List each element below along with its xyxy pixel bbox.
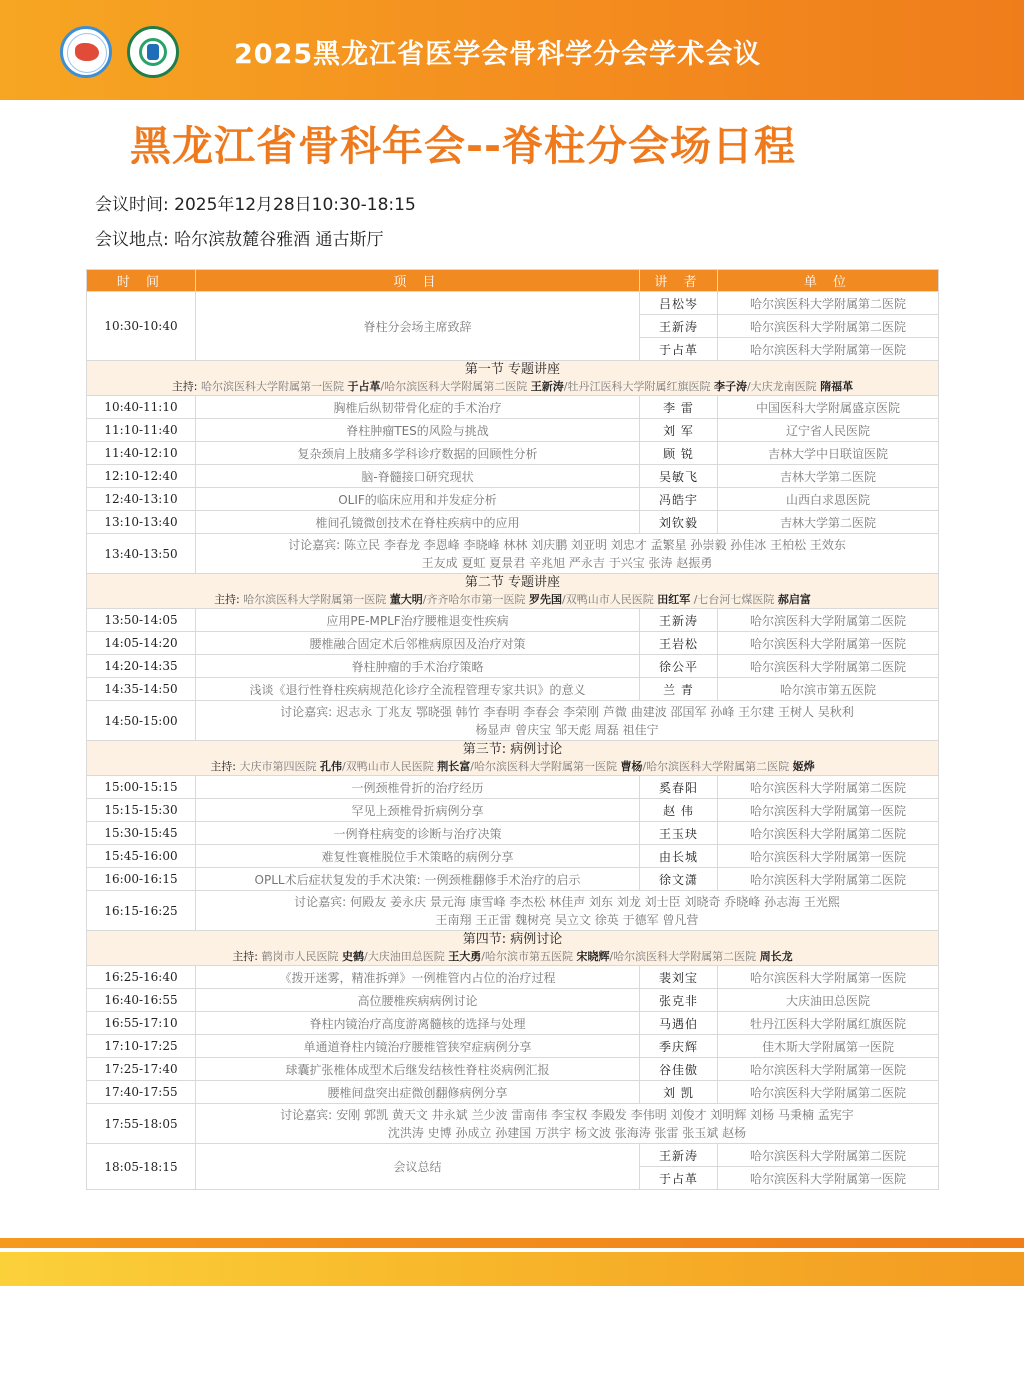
talk-topic: 高位腰椎疾病病例讨论 — [196, 989, 640, 1012]
talk-topic: 球囊扩张椎体成型术后继发结核性脊柱炎病例汇报 — [196, 1058, 640, 1081]
discussion-guests-line2: 杨显声 曾庆宝 邹天彪 周磊 祖佳宁 — [475, 722, 659, 737]
discussion-guests — [196, 534, 939, 574]
speaker-name: 季庆辉 — [640, 1035, 718, 1058]
table-row — [87, 442, 939, 465]
speaker-name: 奚春阳 — [640, 776, 718, 799]
discussion-label: 讨论嘉宾: — [294, 894, 347, 909]
speaker-name: 于占革 — [640, 1167, 718, 1190]
host-institution: /大庆龙南医院 — [746, 380, 817, 393]
column-header-topic: 项 目 — [196, 270, 640, 292]
schedule-table — [86, 269, 939, 1190]
host-name: 孔伟 — [320, 760, 343, 773]
talk-time: 16:25-16:40 — [87, 966, 196, 989]
speaker-name: 顾 锐 — [640, 442, 718, 465]
speaker-institution: 吉林大学第二医院 — [718, 511, 939, 534]
footer-band-bottom — [0, 1252, 1024, 1286]
discussion-row — [87, 534, 939, 574]
talk-topic: 单通道脊柱内镜治疗腰椎管狭窄症病例分享 — [196, 1035, 640, 1058]
section-title: 第二节 专题讲座 — [464, 575, 561, 590]
table-row — [87, 845, 939, 868]
talk-topic: 一例脊柱病变的诊断与治疗决策 — [196, 822, 640, 845]
discussion-row — [87, 891, 939, 931]
header-banner — [0, 0, 1024, 100]
host-institution: /双鸭山市人民医院 — [342, 760, 434, 773]
talk-time: 14:05-14:20 — [87, 632, 196, 655]
host-institution: /哈尔滨医科大学附属第二医院 — [380, 380, 528, 393]
speaker-institution: 哈尔滨医科大学附属第一医院 — [718, 1167, 939, 1190]
section-header-row — [87, 741, 939, 776]
table-row — [87, 488, 939, 511]
talk-time: 16:00-16:15 — [87, 868, 196, 891]
speaker-name: 冯皓宇 — [640, 488, 718, 511]
table-row — [87, 655, 939, 678]
speaker-institution: 哈尔滨医科大学附属第一医院 — [718, 966, 939, 989]
talk-time: 11:10-11:40 — [87, 419, 196, 442]
talk-time: 11:40-12:10 — [87, 442, 196, 465]
host-label: 主持: — [214, 593, 240, 606]
talk-time: 10:40-11:10 — [87, 396, 196, 419]
speaker-institution: 哈尔滨医科大学附属第二医院 — [718, 776, 939, 799]
section-header — [87, 931, 939, 966]
host-institution: /哈尔滨市第五医院 — [481, 950, 573, 963]
table-row — [87, 632, 939, 655]
speaker-name: 李 雷 — [640, 396, 718, 419]
speaker-name: 于占革 — [640, 338, 718, 361]
speaker-name: 徐公平 — [640, 655, 718, 678]
discussion-time: 13:40-13:50 — [87, 534, 196, 574]
talk-topic: 难复性寰椎脱位手术策略的病例分享 — [196, 845, 640, 868]
host-institution: /大庆油田总医院 — [364, 950, 445, 963]
column-header-time: 时 间 — [87, 270, 196, 292]
table-row — [87, 465, 939, 488]
speaker-name: 赵 伟 — [640, 799, 718, 822]
talk-time: 12:10-12:40 — [87, 465, 196, 488]
speaker-name: 兰 青 — [640, 678, 718, 701]
speaker-institution: 大庆油田总医院 — [718, 989, 939, 1012]
closing-body — [87, 1144, 939, 1190]
table-row — [87, 1081, 939, 1104]
column-header-institution: 单 位 — [718, 270, 939, 292]
table-row — [87, 396, 939, 419]
host-label: 主持: — [232, 950, 259, 963]
speaker-institution: 中国医科大学附属盛京医院 — [718, 396, 939, 419]
speaker-institution: 牡丹江医科大学附属红旗医院 — [718, 1012, 939, 1035]
section-header-row — [87, 574, 939, 609]
table-header-row — [87, 270, 939, 292]
opening-time: 10:30-10:40 — [87, 292, 196, 361]
section-header — [87, 574, 939, 609]
table-row — [87, 822, 939, 845]
closing-time: 18:05-18:15 — [87, 1144, 196, 1190]
host-institution: /牡丹江医科大学附属红旗医院 — [563, 380, 711, 393]
host-label: 主持: — [171, 380, 198, 393]
association-logo-icon — [60, 26, 112, 78]
discussion-guests — [196, 701, 939, 741]
table-row — [87, 1012, 939, 1035]
talk-time: 17:10-17:25 — [87, 1035, 196, 1058]
discussion-time: 16:15-16:25 — [87, 891, 196, 931]
host-name: 周长龙 — [759, 950, 793, 963]
speaker-institution: 哈尔滨医科大学附属第一医院 — [718, 338, 939, 361]
talk-time: 14:20-14:35 — [87, 655, 196, 678]
discussion-guests-line1: 安刚 郭凯 黄天文 井永斌 兰少波 雷南伟 李宝权 李殿发 李伟明 刘俊才 刘明辉 刘杨 马秉楠 孟宪宇 — [336, 1107, 854, 1122]
speaker-name: 裴刘宝 — [640, 966, 718, 989]
host-name: 郝启富 — [777, 593, 811, 606]
host-name: 姬烨 — [792, 760, 815, 773]
talk-time: 17:40-17:55 — [87, 1081, 196, 1104]
table-row — [87, 419, 939, 442]
speaker-name: 王新涛 — [640, 1144, 718, 1167]
host-institution: /双鸭山市人民医院 — [562, 593, 654, 606]
table-row — [87, 678, 939, 701]
discussion-label: 讨论嘉宾: — [288, 537, 341, 552]
speaker-institution: 哈尔滨市第五医院 — [718, 678, 939, 701]
discussion-label: 讨论嘉宾: — [280, 704, 333, 719]
speaker-name: 徐文潇 — [640, 868, 718, 891]
host-institution: 哈尔滨医科大学附属第一医院 — [243, 593, 387, 606]
speaker-institution: 山西白求恩医院 — [718, 488, 939, 511]
host-name: 王新涛 — [530, 380, 564, 393]
host-name: 隋福革 — [820, 380, 854, 393]
talk-topic: 椎间孔镜微创技术在脊柱疾病中的应用 — [196, 511, 640, 534]
table-row — [87, 511, 939, 534]
speaker-name: 马遇伯 — [640, 1012, 718, 1035]
opening-row — [87, 292, 939, 315]
speaker-institution: 哈尔滨医科大学附属第二医院 — [718, 822, 939, 845]
talk-topic: 浅谈《退行性脊柱疾病规范化诊疗全流程管理专家共识》的意义 — [196, 678, 640, 701]
speaker-name: 王岩松 — [640, 632, 718, 655]
host-name: 曹杨 — [620, 760, 643, 773]
host-name: 罗先国 — [529, 593, 562, 606]
schedule-body — [87, 292, 939, 1144]
host-name: 史鹤 — [342, 950, 365, 963]
host-institution: 鹤岗市人民医院 — [261, 950, 339, 963]
talk-time: 15:00-15:15 — [87, 776, 196, 799]
host-institution: /齐齐哈尔市第一医院 — [422, 593, 526, 606]
discussion-guests-line2: 王南翔 王正雷 魏树亮 吴立文 徐英 于德军 曾凡营 — [435, 912, 699, 927]
host-name: 李子涛 — [713, 380, 747, 393]
section-header — [87, 361, 939, 396]
talk-time: 14:35-14:50 — [87, 678, 196, 701]
host-name: 董大明 — [389, 593, 423, 606]
column-header-speaker: 讲 者 — [640, 270, 718, 292]
speaker-name: 吴敏飞 — [640, 465, 718, 488]
host-institution: 大庆市第四医院 — [239, 760, 317, 773]
discussion-guests-line1: 迟志永 丁兆友 鄂晓强 韩竹 李春明 李春会 李荣刚 芦微 曲建波 邵国军 孙峰 王尔建 王树人 吴秋利 — [336, 704, 854, 719]
discussion-time: 14:50-15:00 — [87, 701, 196, 741]
discussion-row — [87, 1104, 939, 1144]
speaker-institution: 哈尔滨医科大学附属第一医院 — [718, 799, 939, 822]
discussion-guests-line1: 何殿友 姜永庆 景元海 康雪峰 李杰松 林佳声 刘东 刘龙 刘士臣 刘晓奇 乔晓峰 孙志海 王光熙 — [350, 894, 840, 909]
speaker-institution: 哈尔滨医科大学附属第一医院 — [718, 845, 939, 868]
table-row — [87, 799, 939, 822]
section-header-row — [87, 931, 939, 966]
section-hosts — [90, 948, 935, 965]
table-row — [87, 1035, 939, 1058]
talk-topic: 脊柱内镜治疗高度游离髓核的选择与处理 — [196, 1012, 640, 1035]
table-row — [87, 1058, 939, 1081]
speaker-name: 王新涛 — [640, 609, 718, 632]
speaker-institution: 哈尔滨医科大学附属第二医院 — [718, 868, 939, 891]
table-row — [87, 989, 939, 1012]
host-institution: /哈尔滨医科大学附属第一医院 — [470, 760, 617, 773]
talk-time: 13:50-14:05 — [87, 609, 196, 632]
talk-topic: 腰椎间盘突出症微创翻修病例分享 — [196, 1081, 640, 1104]
talk-time: 12:40-13:10 — [87, 488, 196, 511]
meeting-place: 会议地点: 哈尔滨敖麓谷雅酒 通古斯厅 — [95, 230, 384, 250]
section-title: 第四节: 病例讨论 — [462, 932, 563, 947]
discussion-label: 讨论嘉宾: — [280, 1107, 333, 1122]
talk-topic: 应用PE-MPLF治疗腰椎退变性疾病 — [196, 609, 640, 632]
talk-topic: 复杂颈肩上肢痛多学科诊疗数据的回顾性分析 — [196, 442, 640, 465]
closing-topic: 会议总结 — [196, 1144, 640, 1190]
page-title: 黑龙江省骨科年会--脊柱分会场日程 — [130, 122, 797, 170]
speaker-institution: 佳木斯大学附属第一医院 — [718, 1035, 939, 1058]
speaker-institution: 哈尔滨医科大学附属第二医院 — [718, 1144, 939, 1167]
speaker-institution: 哈尔滨医科大学附属第二医院 — [718, 609, 939, 632]
section-header-row — [87, 361, 939, 396]
talk-topic: 胸椎后纵韧带骨化症的手术治疗 — [196, 396, 640, 419]
speaker-institution: 哈尔滨医科大学附属第二医院 — [718, 292, 939, 315]
speaker-name: 刘 凯 — [640, 1081, 718, 1104]
talk-topic: OPLL术后症状复发的手术决策: 一例颈椎翻修手术治疗的启示 — [196, 868, 640, 891]
speaker-name: 吕松岑 — [640, 292, 718, 315]
host-institution: 哈尔滨医科大学附属第一医院 — [201, 380, 345, 393]
host-institution: /哈尔滨医科大学附属第二医院 — [642, 760, 790, 773]
section-hosts — [90, 758, 935, 775]
speaker-institution: 哈尔滨医科大学附属第二医院 — [718, 1081, 939, 1104]
talk-topic: 罕见上颈椎骨折病例分享 — [196, 799, 640, 822]
speaker-name: 王新涛 — [640, 315, 718, 338]
section-title: 第一节 专题讲座 — [464, 362, 561, 377]
talk-time: 17:25-17:40 — [87, 1058, 196, 1081]
footer-band-top — [0, 1238, 1024, 1248]
host-institution: /哈尔滨医科大学附属第二医院 — [609, 950, 757, 963]
speaker-institution: 哈尔滨医科大学附属第二医院 — [718, 315, 939, 338]
talk-topic: 一例颈椎骨折的治疗经历 — [196, 776, 640, 799]
medical-society-logo-icon — [127, 26, 179, 78]
table-row — [87, 776, 939, 799]
opening-topic: 脊柱分会场主席致辞 — [196, 292, 640, 361]
host-name: 田红军 — [657, 593, 691, 606]
table-row — [87, 609, 939, 632]
discussion-time: 17:55-18:05 — [87, 1104, 196, 1144]
section-header — [87, 741, 939, 776]
section-title: 第三节: 病例讨论 — [462, 742, 563, 757]
discussion-guests — [196, 891, 939, 931]
speaker-institution: 哈尔滨医科大学附属第一医院 — [718, 632, 939, 655]
talk-time: 13:10-13:40 — [87, 511, 196, 534]
host-name: 宋晓辉 — [576, 950, 610, 963]
closing-row — [87, 1144, 939, 1167]
talk-time: 16:55-17:10 — [87, 1012, 196, 1035]
host-name: 王大勇 — [448, 950, 482, 963]
meeting-time: 会议时间: 2025年12月28日10:30-18:15 — [95, 195, 416, 215]
table-row — [87, 868, 939, 891]
section-hosts — [90, 591, 935, 608]
talk-time: 16:40-16:55 — [87, 989, 196, 1012]
discussion-row — [87, 701, 939, 741]
speaker-institution: 辽宁省人民医院 — [718, 419, 939, 442]
header-title: 2025黑龙江省医学会骨科学分会学术会议 — [234, 39, 762, 70]
talk-topic: 腰椎融合固定术后邻椎病原因及治疗对策 — [196, 632, 640, 655]
table-row — [87, 966, 939, 989]
talk-topic: OLIF的临床应用和并发症分析 — [196, 488, 640, 511]
talk-topic: 脊柱肿瘤的手术治疗策略 — [196, 655, 640, 678]
host-label: 主持: — [210, 760, 237, 773]
speaker-name: 谷佳傲 — [640, 1058, 718, 1081]
talk-time: 15:15-15:30 — [87, 799, 196, 822]
section-hosts — [90, 378, 935, 395]
host-institution: /七台河七煤医院 — [690, 593, 775, 606]
speaker-name: 王玉玦 — [640, 822, 718, 845]
discussion-guests — [196, 1104, 939, 1144]
speaker-institution: 哈尔滨医科大学附属第二医院 — [718, 655, 939, 678]
speaker-name: 张克非 — [640, 989, 718, 1012]
host-name: 荆长富 — [437, 760, 471, 773]
speaker-name: 由长城 — [640, 845, 718, 868]
talk-topic: 脊柱肿瘤TES的风险与挑战 — [196, 419, 640, 442]
talk-time: 15:30-15:45 — [87, 822, 196, 845]
speaker-institution: 哈尔滨医科大学附属第一医院 — [718, 1058, 939, 1081]
talk-topic: 脑-脊髓接口研究现状 — [196, 465, 640, 488]
speaker-institution: 吉林大学第二医院 — [718, 465, 939, 488]
discussion-guests-line2: 沈洪涛 史博 孙成立 孙建国 万洪宇 杨文波 张海涛 张雷 张玉斌 赵杨 — [387, 1125, 747, 1140]
speaker-name: 刘钦毅 — [640, 511, 718, 534]
host-name: 于占革 — [347, 380, 381, 393]
discussion-guests-line1: 陈立民 李春龙 李恩峰 李晓峰 林林 刘庆鹏 刘亚明 刘忠才 孟繁星 孙崇毅 孙佳冰 王柏松 王效东 — [344, 537, 846, 552]
discussion-guests-line2: 王友成 夏虹 夏景君 辛兆旭 严永吉 于兴宝 张涛 赵振勇 — [421, 555, 713, 570]
talk-time: 15:45-16:00 — [87, 845, 196, 868]
talk-topic: 《拨开迷雾，精准拆弹》一例椎管内占位的治疗过程 — [196, 966, 640, 989]
speaker-name: 刘 军 — [640, 419, 718, 442]
speaker-institution: 吉林大学中日联谊医院 — [718, 442, 939, 465]
